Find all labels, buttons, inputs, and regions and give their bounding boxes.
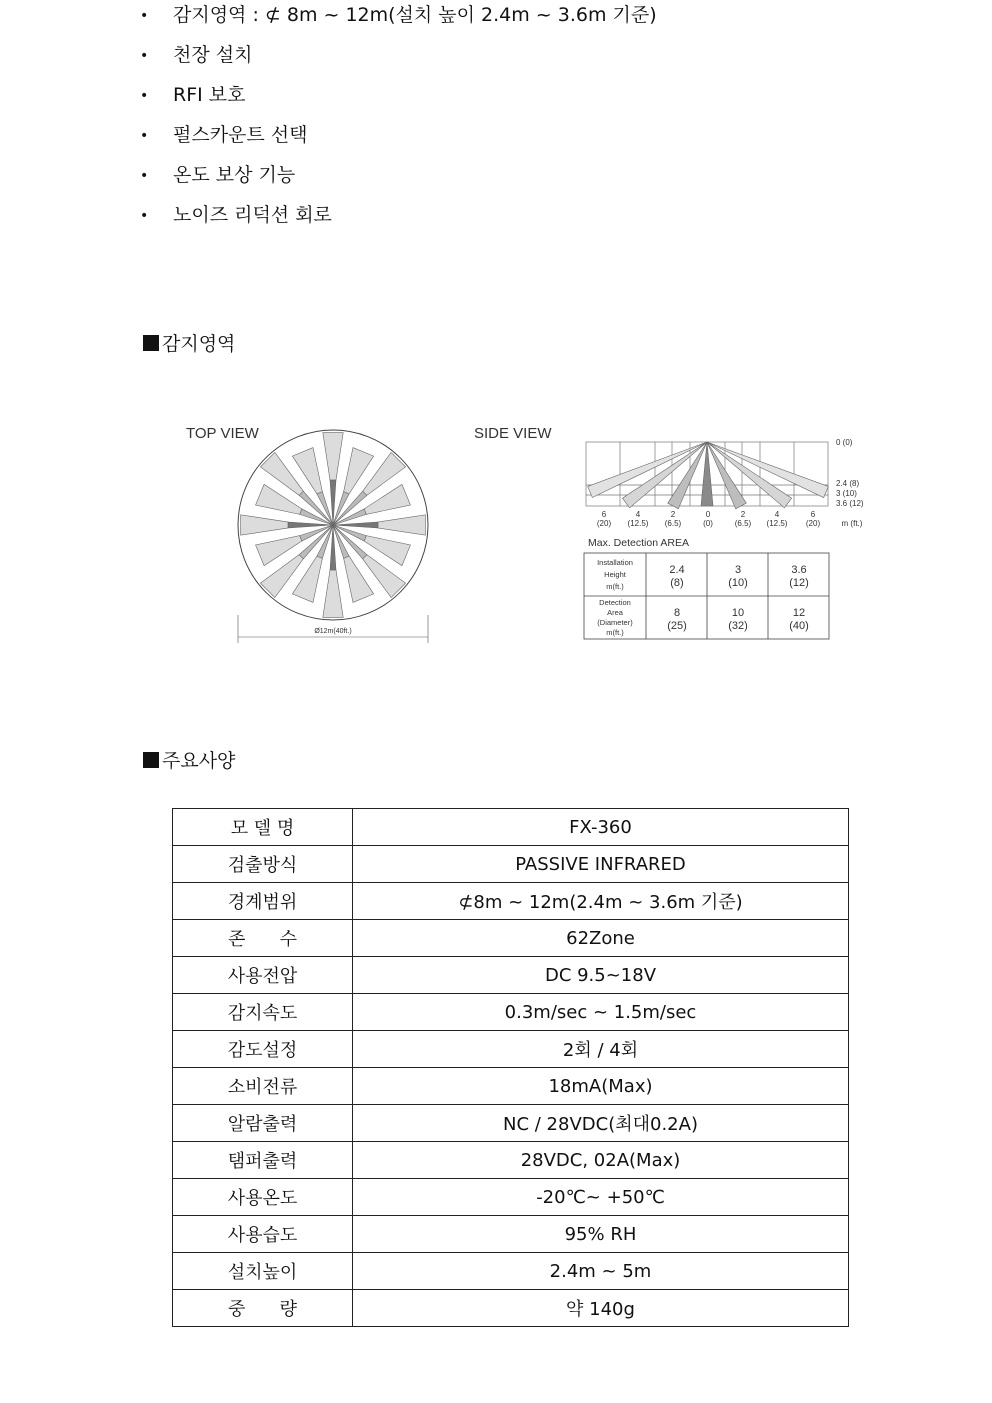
svg-text:Installation: Installation bbox=[597, 558, 633, 567]
svg-text:3.6: 3.6 bbox=[791, 564, 807, 576]
x-tick: 4 bbox=[635, 510, 641, 519]
feature-text: 온도 보상 기능 bbox=[173, 164, 296, 186]
svg-text:(8): (8) bbox=[670, 577, 684, 589]
svg-text:12: 12 bbox=[792, 607, 806, 619]
x-tick: (12.5) bbox=[627, 519, 649, 528]
section-title-specs: 주요사양 bbox=[143, 746, 235, 773]
svg-text:Height: Height bbox=[604, 570, 626, 579]
detection-beam bbox=[333, 525, 367, 559]
svg-text:8: 8 bbox=[673, 607, 681, 619]
height-label: 3.6 (12) bbox=[836, 499, 864, 508]
svg-text:(Diameter): (Diameter) bbox=[597, 618, 633, 627]
bullet-icon: • bbox=[140, 128, 149, 144]
detection-diagram bbox=[170, 415, 870, 665]
x-unit: m (ft.) bbox=[841, 519, 863, 528]
spec-table bbox=[172, 808, 849, 1327]
x-tick: 2 bbox=[740, 510, 746, 519]
bullet-icon: • bbox=[140, 168, 149, 184]
side-view-beams bbox=[588, 442, 829, 509]
feature-text: 노이즈 리덕션 회로 bbox=[173, 204, 332, 226]
svg-text:3: 3 bbox=[734, 564, 742, 576]
bullet-icon: • bbox=[140, 48, 149, 64]
table-row: 중 량 약 140g bbox=[173, 1290, 849, 1327]
detection-beam bbox=[323, 433, 343, 481]
side-beam bbox=[668, 442, 707, 509]
table-row: 사용온도 -20℃~ +50℃ bbox=[173, 1179, 849, 1216]
square-bullet-icon bbox=[143, 335, 159, 351]
table-row: 모 델 명 FX-360 bbox=[173, 809, 849, 846]
svg-text:(10): (10) bbox=[728, 577, 748, 589]
detection-beam bbox=[299, 491, 333, 525]
svg-text:(32): (32) bbox=[728, 620, 748, 632]
svg-text:(40): (40) bbox=[789, 620, 809, 632]
height-label: 2.4 (8) bbox=[836, 479, 860, 488]
feature-text: 천장 설치 bbox=[173, 44, 253, 66]
bullet-icon: • bbox=[140, 88, 149, 104]
table-row: 존 수 62Zone bbox=[173, 920, 849, 957]
detection-beam bbox=[241, 515, 289, 535]
x-tick: 6 bbox=[810, 510, 816, 519]
table-row: 설치높이 2.4m ~ 5m bbox=[173, 1253, 849, 1290]
svg-text:m(ft.): m(ft.) bbox=[606, 628, 624, 637]
diameter-label: Ø12m(40ft.) bbox=[314, 628, 352, 635]
x-tick: 4 bbox=[774, 510, 780, 519]
table-row: 탬퍼출력 28VDC, 02A(Max) bbox=[173, 1142, 849, 1179]
table-row: 경계범위 ⊄8m ~ 12m(2.4m ~ 3.6m 기준) bbox=[173, 883, 849, 920]
bullet-icon: • bbox=[140, 8, 149, 24]
svg-text:Area: Area bbox=[607, 608, 623, 617]
table-row: 사용습도 95% RH bbox=[173, 1216, 849, 1253]
table-row: 사용전압 DC 9.5~18V bbox=[173, 957, 849, 994]
max-detection-title: Max. Detection AREA bbox=[588, 537, 689, 549]
height-label: 0 (0) bbox=[836, 438, 853, 447]
table-row: 검출방식 PASSIVE INFRARED bbox=[173, 846, 849, 883]
svg-text:(12): (12) bbox=[789, 577, 809, 589]
top-view-figure bbox=[238, 430, 428, 620]
x-tick: 2 bbox=[670, 510, 676, 519]
x-tick: (20) bbox=[596, 519, 612, 528]
svg-text:Detection: Detection bbox=[599, 598, 631, 607]
x-tick: (20) bbox=[805, 519, 821, 528]
side-beam bbox=[707, 442, 746, 509]
x-tick: (6.5) bbox=[734, 519, 752, 528]
x-tick: (0) bbox=[703, 519, 713, 528]
x-tick: (6.5) bbox=[664, 519, 682, 528]
detection-beam bbox=[299, 525, 333, 559]
svg-text:2.4: 2.4 bbox=[669, 564, 685, 576]
feature-text: 펄스카운트 선택 bbox=[173, 124, 308, 146]
x-tick: 0 bbox=[705, 510, 711, 519]
feature-text: RFI 보호 bbox=[173, 84, 246, 106]
table-row: 소비전류 18mA(Max) bbox=[173, 1068, 849, 1105]
table-row: 알람출력 NC / 28VDC(최대0.2A) bbox=[173, 1105, 849, 1142]
detection-beam bbox=[323, 570, 343, 618]
table-row: 감도설정 2회 / 4회 bbox=[173, 1031, 849, 1068]
side-view-label: SIDE VIEW bbox=[474, 425, 552, 442]
detection-beam bbox=[378, 515, 426, 535]
svg-text:m(ft.): m(ft.) bbox=[606, 582, 624, 591]
height-label: 3 (10) bbox=[836, 489, 857, 498]
section-title-detection-area: 감지영역 bbox=[143, 329, 235, 356]
x-tick: 6 bbox=[601, 510, 607, 519]
detection-beam bbox=[333, 491, 367, 525]
square-bullet-icon bbox=[143, 752, 159, 768]
table-row: 감지속도 0.3m/sec ~ 1.5m/sec bbox=[173, 994, 849, 1031]
x-tick: (12.5) bbox=[766, 519, 788, 528]
bullet-icon: • bbox=[140, 208, 149, 224]
svg-text:(25): (25) bbox=[667, 620, 687, 632]
feature-text: 감지영역 : ⊄ 8m ~ 12m(설치 높이 2.4m ~ 3.6m 기준) bbox=[173, 4, 657, 26]
svg-text:10: 10 bbox=[731, 607, 745, 619]
max-detection-table bbox=[584, 553, 829, 639]
top-view-label: TOP VIEW bbox=[186, 425, 259, 442]
